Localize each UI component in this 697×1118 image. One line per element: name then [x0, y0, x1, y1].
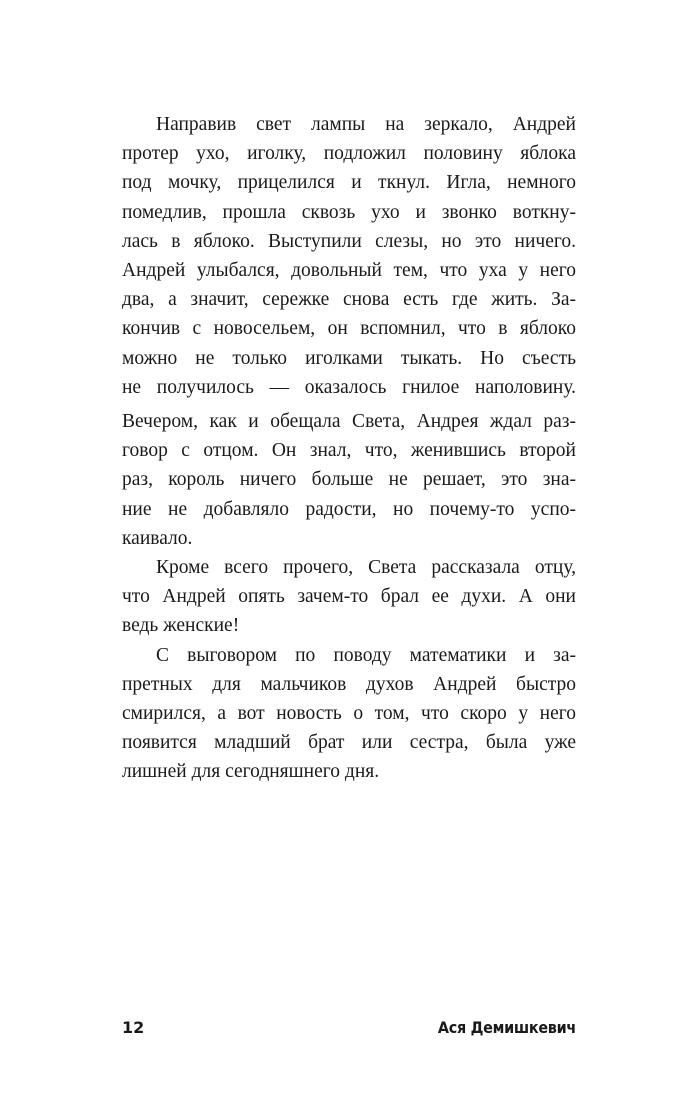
text-line: Кроме всего прочего, Света рассказала отцу, — [156, 556, 576, 578]
text-line: кончив с новосельем, он вспомнил, что в яблоко — [122, 318, 576, 340]
text-line: ведь женские! — [122, 615, 240, 637]
text-line: не получилось — оказалось гнилое наполовину. — [122, 376, 576, 398]
text-line: смирился, а вот новость о том, что скоро у него — [122, 702, 576, 724]
text-line: каивало. — [122, 527, 193, 549]
author-name: Ася Демишкевич — [437, 1018, 576, 1037]
text-line: претных для мальчиков духов Андрей быстро — [122, 673, 576, 695]
text-line: С выговором по поводу математики и за- — [156, 644, 576, 666]
page-number: 12 — [122, 1018, 145, 1037]
text-line: появится младший брат или сестра, была уже — [122, 732, 576, 754]
text-line: Андрей улыбался, довольный тем, что уха у него — [122, 259, 576, 281]
text-line: ние не добавляло радости, но почему-то успо- — [122, 498, 576, 520]
text-line: лась в яблоко. Выступили слезы, но это ничего. — [122, 230, 576, 252]
text-line: можно не только иголками тыкать. Но съесть — [122, 347, 576, 369]
text-line: два, а значит, сережке снова есть где жить. За- — [122, 289, 576, 311]
text-section-2 — [122, 407, 576, 786]
text-line: под мочку, прицелился и ткнул. Игла, немного — [122, 172, 576, 194]
paragraph-4 — [122, 641, 576, 787]
text-line: Направив свет лампы на зеркало, Андрей — [156, 114, 576, 135]
text-line: говор с отцом. Он знал, что, женившись второй — [122, 440, 576, 462]
text-line: лишней для сегодняшнего дня. — [122, 761, 380, 783]
text-line: что Андрей опять зачем-то брал ее духи. А они — [122, 586, 576, 608]
text-line: помедлив, прошла сквозь ухо и звонко воткну- — [122, 201, 576, 223]
paragraph-2 — [122, 407, 576, 553]
text-section-1 — [122, 110, 576, 402]
paragraph-3 — [122, 553, 576, 641]
paragraph-1 — [122, 110, 576, 402]
text-line: протер ухо, иголку, подложил половину яблока — [122, 143, 576, 165]
text-line: Вечером, как и обещала Света, Андрея ждал раз- — [122, 411, 576, 432]
text-line: раз, король ничего больше не решает, это зна- — [122, 469, 576, 491]
